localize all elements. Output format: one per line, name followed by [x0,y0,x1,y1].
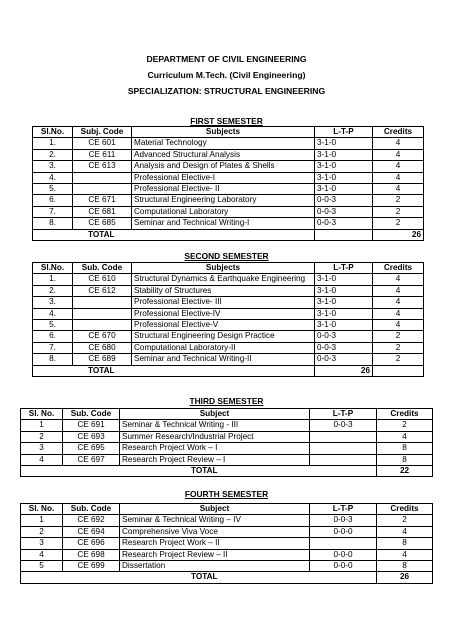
cell-credits: 2 [377,420,433,431]
cell-sl: 5 [21,561,63,572]
first-semester-table [32,126,424,241]
curriculum-title: Curriculum M.Tech. (Civil Engineering) [147,70,306,80]
cell-credits: 2 [373,331,424,342]
cell-ltp: 3-1-0 [315,285,373,296]
cell-subject: Stability of Structures [132,285,315,296]
cell-ltp: 3-1-0 [315,161,373,172]
col-header-subject: Subject [120,504,310,515]
cell-sl: 4. [33,172,73,183]
cell-credits: 8 [377,454,433,465]
cell-subject: Advanced Structural Analysis [132,149,315,160]
cell-sl: 2. [33,285,73,296]
cell-code: CE 671 [73,195,132,206]
cell-subject: Professional Elective- III [132,297,315,308]
table-row [33,206,424,217]
table-row [21,526,433,537]
table-row [33,149,424,160]
table-row [33,184,424,195]
table-row [33,195,424,206]
cell-subject: Structural Engineering Laboratory [132,195,315,206]
cell-ltp: 3-1-0 [315,138,373,149]
cell-subject: Professional Elective-I [132,172,315,183]
cell-subject: Research Project Review – I [120,454,310,465]
cell-subject: Professional Elective-IV [132,308,315,319]
cell-ltp: 0-0-3 [315,206,373,217]
col-header-credits: Credits [373,263,424,274]
table-header-row [33,127,424,138]
col-header-credits: Credits [377,409,433,420]
fourth-semester-table [20,503,433,584]
cell-sl: 5. [33,320,73,331]
cell-credits: 4 [377,549,433,560]
cell-ltp: 0-0-0 [310,526,377,537]
cell-sl: 5. [33,184,73,195]
col-header-ltp: L-T-P [310,409,377,420]
cell-code: CE 680 [73,342,132,353]
table-row [21,538,433,549]
cell-subject: Computational Laboratory [132,206,315,217]
cell-credits: 2 [373,195,424,206]
col-header-sl: Sl.No. [33,263,73,274]
cell-subject: Structural Engineering Design Practice [132,331,315,342]
cell-subject: Research Project Work – II [120,538,310,549]
cell-ltp: 3-1-0 [315,297,373,308]
col-header-subject: Subjects [132,263,315,274]
cell-credits: 4 [373,308,424,319]
col-header-sl: Sl.No. [33,127,73,138]
cell-sl: 3 [21,443,63,454]
cell-ltp: 3-1-0 [315,172,373,183]
table-row [33,172,424,183]
total-row [33,365,424,376]
cell-sl: 2 [21,526,63,537]
cell-subject: Structural Dynamics & Earthquake Engineering [132,274,315,285]
fourth-semester-heading: FOURTH SEMESTER [184,489,269,499]
table-row [21,549,433,560]
table-row [33,308,424,319]
total-row [21,466,433,477]
total-label: TOTAL [33,365,315,376]
cell-code [73,184,132,195]
cell-sl: 8. [33,218,73,229]
cell-ltp: 3-1-0 [315,308,373,319]
col-header-ltp: L-T-P [310,504,377,515]
col-header-sl: Sl. No. [21,409,63,420]
cell-sl: 1 [21,515,63,526]
cell-credits: 2 [373,354,424,365]
cell-ltp: 3-1-0 [315,149,373,160]
cell-code [73,172,132,183]
total-credits: 26 [373,229,424,240]
cell-code: CE 610 [73,274,132,285]
cell-sl: 4 [21,454,63,465]
cell-subject: Seminar and Technical Writing-II [132,354,315,365]
table-row [21,420,433,431]
table-row [33,285,424,296]
cell-subject: Computational Laboratory-II [132,342,315,353]
table-row [33,161,424,172]
table-row [21,454,433,465]
cell-code: CE 601 [73,138,132,149]
cell-credits: 4 [373,274,424,285]
cell-subject: Research Project Work – I [120,443,310,454]
total-credits: 22 [377,466,433,477]
cell-ltp: 0-0-0 [310,561,377,572]
cell-sl: 8. [33,354,73,365]
cell-code [73,308,132,319]
cell-credits: 4 [373,184,424,195]
col-header-code: Sub. Code [63,409,120,420]
cell-ltp [310,538,377,549]
cell-subject: Professional Elective- II [132,184,315,195]
cell-credits: 4 [377,526,433,537]
total-ltp-blank [315,229,373,240]
cell-sl: 2 [21,431,63,442]
cell-ltp: 0-0-3 [315,218,373,229]
cell-code: CE 699 [63,561,120,572]
cell-code: CE 694 [63,526,120,537]
total-label: TOTAL [33,229,315,240]
cell-ltp: 0-0-3 [315,195,373,206]
cell-subject: Professional Elective-V [132,320,315,331]
cell-ltp: 0-0-0 [310,549,377,560]
table-row [21,431,433,442]
cell-sl: 7. [33,206,73,217]
cell-credits: 4 [373,172,424,183]
table-row [33,331,424,342]
cell-code: CE 696 [63,538,120,549]
table-row [33,138,424,149]
table-header-row [21,409,433,420]
cell-ltp [310,454,377,465]
cell-ltp: 0-0-3 [310,420,377,431]
cell-code [73,320,132,331]
col-header-sl: Sl. No. [21,504,63,515]
cell-credits: 4 [373,320,424,331]
total-credits-blank [373,365,424,376]
cell-sl: 4 [21,549,63,560]
cell-code: CE 681 [73,206,132,217]
total-label: TOTAL [21,466,377,477]
third-semester-heading: THIRD SEMESTER [189,396,264,406]
table-row [33,354,424,365]
total-row [33,229,424,240]
cell-credits: 2 [377,515,433,526]
cell-ltp: 0-0-3 [315,331,373,342]
cell-ltp: 0-0-3 [315,342,373,353]
cell-sl: 7. [33,342,73,353]
cell-code: CE 689 [73,354,132,365]
cell-credits: 8 [377,561,433,572]
first-semester-heading: FIRST SEMESTER [190,116,263,126]
cell-subject: Material Technology [132,138,315,149]
table-header-row [33,263,424,274]
cell-sl: 6. [33,331,73,342]
col-header-credits: Credits [377,504,433,515]
cell-sl: 1. [33,274,73,285]
col-header-ltp: L-T-P [315,127,373,138]
cell-subject: Comprehensive Viva Voce [120,526,310,537]
col-header-credits: Credits [373,127,424,138]
cell-code: CE 613 [73,161,132,172]
table-row [33,218,424,229]
col-header-code: Sub. Code [73,263,132,274]
cell-code: CE 693 [63,431,120,442]
cell-code [73,297,132,308]
total-credits: 26 [377,572,433,583]
cell-code: CE 670 [73,331,132,342]
table-row [21,515,433,526]
cell-credits: 4 [373,149,424,160]
cell-credits: 4 [377,431,433,442]
cell-ltp: 3-1-0 [315,320,373,331]
table-row [33,297,424,308]
cell-subject: Research Project Review – II [120,549,310,560]
cell-ltp [310,443,377,454]
total-credits: 26 [315,365,373,376]
table-row [33,342,424,353]
cell-credits: 8 [377,443,433,454]
table-header-row [21,504,433,515]
cell-sl: 1 [21,420,63,431]
cell-code: CE 611 [73,149,132,160]
cell-subject: Seminar & Technical Writing – IV [120,515,310,526]
cell-subject: Analysis and Design of Plates & Shells [132,161,315,172]
department-title: DEPARTMENT OF CIVIL ENGINEERING [146,54,307,64]
cell-credits: 8 [377,538,433,549]
cell-code: CE 697 [63,454,120,465]
cell-credits: 4 [373,297,424,308]
cell-ltp: 3-1-0 [315,184,373,195]
cell-ltp: 0-0-3 [310,515,377,526]
cell-subject: Dissertation [120,561,310,572]
cell-subject: Seminar and Technical Writing-I [132,218,315,229]
col-header-ltp: L-T-P [315,263,373,274]
col-header-subject: Subjects [132,127,315,138]
cell-code: CE 691 [63,420,120,431]
cell-code: CE 692 [63,515,120,526]
cell-ltp [310,431,377,442]
cell-ltp: 0-0-3 [315,354,373,365]
cell-subject: Seminar & Technical Writing - III [120,420,310,431]
second-semester-table [32,262,424,377]
cell-code: CE 685 [73,218,132,229]
table-row [33,320,424,331]
cell-code: CE 698 [63,549,120,560]
cell-subject: Summer Research/Industrial Project [120,431,310,442]
second-semester-heading: SECOND SEMESTER [184,251,269,261]
table-row [21,443,433,454]
cell-credits: 2 [373,206,424,217]
cell-credits: 4 [373,161,424,172]
total-label: TOTAL [21,572,377,583]
cell-sl: 4. [33,308,73,319]
cell-sl: 2. [33,149,73,160]
col-header-code: Subj. Code [73,127,132,138]
cell-sl: 3. [33,297,73,308]
cell-credits: 4 [373,285,424,296]
cell-ltp: 3-1-0 [315,274,373,285]
cell-credits: 2 [373,218,424,229]
table-row [21,561,433,572]
cell-sl: 3. [33,161,73,172]
cell-sl: 1. [33,138,73,149]
cell-credits: 2 [373,342,424,353]
cell-sl: 6. [33,195,73,206]
third-semester-table [20,408,433,477]
table-row [33,274,424,285]
col-header-subject: Subject [120,409,310,420]
cell-credits: 4 [373,138,424,149]
cell-code: CE 612 [73,285,132,296]
col-header-code: Sub. Code [63,504,120,515]
cell-code: CE 695 [63,443,120,454]
cell-sl: 3 [21,538,63,549]
total-row [21,572,433,583]
specialization-title: SPECIALIZATION: STRUCTURAL ENGINEERING [127,86,326,96]
